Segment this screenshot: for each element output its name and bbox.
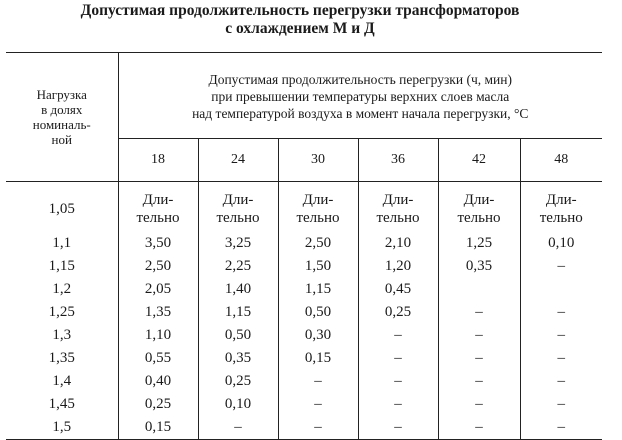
table-row	[6, 182, 602, 233]
duration-value: 2,10	[358, 232, 438, 255]
load-value: 1,2	[6, 278, 118, 301]
duration-value: –	[520, 324, 602, 347]
table-row	[6, 278, 602, 301]
duration-value: –	[358, 393, 438, 416]
load-value: 1,05	[6, 182, 118, 233]
table-body	[6, 182, 602, 440]
duration-value: Дли- тельно	[136, 192, 180, 226]
load-value: 1,45	[6, 393, 118, 416]
header-temp: 24	[198, 139, 278, 182]
table-row	[6, 347, 602, 370]
duration-value: 1,20	[358, 255, 438, 278]
duration-value: 1,25	[438, 232, 520, 255]
duration-value: 2,05	[144, 281, 172, 297]
duration-value: –	[358, 370, 438, 393]
header-temp: 48	[520, 139, 602, 182]
load-value: 1,1	[6, 232, 118, 255]
duration-value: Дли- тельно	[438, 182, 520, 233]
duration-value: –	[520, 255, 602, 278]
duration-value: –	[358, 416, 438, 440]
duration-value: –	[278, 416, 358, 440]
duration-value: –	[438, 393, 520, 416]
title-line-2: с охлаждением М и Д	[225, 20, 375, 37]
load-value: 1,15	[6, 255, 118, 278]
duration-value: 1,15	[198, 301, 278, 324]
duration-value: –	[520, 393, 602, 416]
duration-value: 0,10	[198, 393, 278, 416]
load-value: 1,25	[6, 301, 118, 324]
header-duration: Допустимая продолжительность перегрузки (ч, мин) при превышении температуры верхних слоев масла над температурой воздуха в момент начала перегрузки, °С	[118, 53, 602, 139]
load-value: 1,35	[6, 347, 118, 370]
header-temp: 42	[438, 139, 520, 182]
table-row	[6, 370, 602, 393]
load-value: 1,4	[6, 370, 118, 393]
duration-value: 0,40	[144, 373, 172, 389]
duration-value: 0,50	[198, 324, 278, 347]
duration-value: –	[438, 370, 520, 393]
duration-value: –	[278, 370, 358, 393]
load-value: 1,5	[6, 416, 118, 440]
duration-value: 1,50	[278, 255, 358, 278]
duration-value: –	[198, 416, 278, 440]
duration-value: 0,25	[198, 370, 278, 393]
duration-value	[520, 278, 602, 301]
duration-value: 3,25	[198, 232, 278, 255]
duration-value: 3,50	[144, 235, 172, 251]
duration-value: 0,35	[438, 255, 520, 278]
duration-value: 2,50	[278, 232, 358, 255]
table-title	[0, 2, 600, 38]
header-temp: 36	[358, 139, 438, 182]
duration-value: –	[358, 347, 438, 370]
duration-value: Дли- тельно	[520, 182, 602, 233]
header-temp: 18	[118, 139, 198, 182]
duration-value: –	[520, 416, 602, 440]
duration-value: –	[278, 393, 358, 416]
duration-value: –	[438, 347, 520, 370]
duration-value: Дли- тельно	[278, 182, 358, 233]
overload-table	[6, 52, 602, 440]
duration-value: –	[520, 370, 602, 393]
duration-value: Дли- тельно	[358, 182, 438, 233]
duration-value: 0,15	[118, 416, 198, 440]
table-row	[6, 255, 602, 278]
duration-value	[438, 278, 520, 301]
duration-value: 0,45	[358, 278, 438, 301]
table-row	[6, 301, 602, 324]
table-row	[6, 416, 602, 440]
duration-value: 1,40	[198, 278, 278, 301]
duration-value: 2,50	[144, 258, 172, 274]
duration-value: –	[520, 347, 602, 370]
duration-value: –	[438, 324, 520, 347]
duration-value: 0,25	[144, 396, 172, 412]
title-line-1: Допустимая продолжительность перегрузки трансформаторов	[80, 2, 520, 19]
duration-value: –	[520, 301, 602, 324]
duration-value: 2,25	[198, 255, 278, 278]
table-row	[6, 393, 602, 416]
duration-value: Дли- тельно	[198, 182, 278, 233]
duration-value: –	[358, 324, 438, 347]
header-load: Нагрузка в долях номиналь- ной	[6, 53, 118, 182]
duration-value: 0,15	[278, 347, 358, 370]
duration-value: 0,25	[358, 301, 438, 324]
duration-value: 1,35	[144, 304, 172, 320]
duration-value: 0,35	[198, 347, 278, 370]
duration-value: –	[438, 301, 520, 324]
duration-value: –	[438, 416, 520, 440]
duration-value: 0,50	[278, 301, 358, 324]
header-temp: 30	[278, 139, 358, 182]
duration-value: 0,30	[278, 324, 358, 347]
table-row	[6, 232, 602, 255]
duration-value: 1,15	[278, 278, 358, 301]
table-row	[6, 324, 602, 347]
duration-value: 0,55	[144, 350, 172, 366]
load-value: 1,3	[6, 324, 118, 347]
duration-value: 0,10	[520, 232, 602, 255]
duration-value: 1,10	[144, 327, 172, 343]
